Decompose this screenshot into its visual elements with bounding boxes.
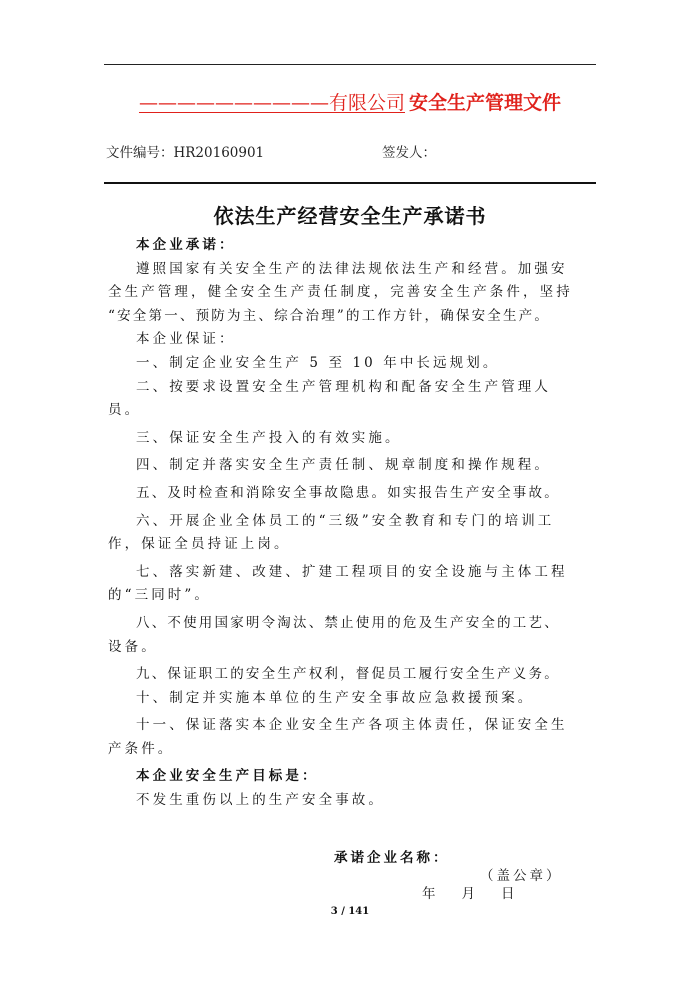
- list-item: 十、制定并实施本单位的生产安全事故应急救援预案。: [136, 689, 535, 706]
- list-item: 九、保证职工的安全生产权利，督促员工履行安全生产义务。: [136, 666, 560, 683]
- paragraph-line: 遵照国家有关安全生产的法律法规依法生产和经营。加强安: [136, 260, 568, 277]
- company-name: ——————————有限公司: [138, 92, 405, 114]
- list-item: 三、保证安全生产投入的有效实施。: [136, 429, 402, 446]
- header-top-rule: [104, 64, 596, 65]
- date-day: 日: [501, 886, 515, 902]
- document-title: 依法生产经营安全生产承诺书: [213, 204, 487, 228]
- paragraph-line: “安全第一、预防为主、综合治理”的工作方针，确保安全生产。: [108, 307, 551, 324]
- signing-org-label: 承诺企业名称：: [334, 850, 450, 866]
- list-item-continued: 作，保证全员持证上岗。: [108, 536, 291, 553]
- list-item-continued: 的“三同时”。: [108, 587, 212, 604]
- section-heading: 本企业承诺：: [136, 237, 236, 253]
- paragraph-line: 全生产管理，健全安全生产责任制度，完善安全生产条件，坚持: [108, 284, 573, 301]
- seal-placeholder: （盖公章）: [480, 868, 563, 884]
- header-divider: [104, 182, 596, 184]
- list-item: 七、落实新建、改建、扩建工程项目的安全设施与主体工程: [136, 563, 568, 580]
- issuer-label: 签发人：: [382, 145, 436, 161]
- list-item: 六、开展企业全体员工的“三级”安全教育和专门的培训工: [136, 512, 555, 529]
- date-year: 年: [422, 886, 436, 902]
- date-month: 月: [461, 886, 475, 902]
- doc-header-title: [0, 88, 700, 115]
- list-item: 二、按要求设置安全生产管理机构和配备安全生产管理人: [136, 378, 551, 395]
- file-number: 文件编号：HR20160901: [106, 145, 265, 161]
- doc-type-label: 安全生产管理文件: [409, 92, 562, 114]
- list-item: 五、及时检查和消除安全事故隐患。如实报告生产安全事故。: [136, 484, 560, 501]
- goal-heading: 本企业安全生产目标是：: [136, 768, 319, 785]
- list-item: 十一、保证落实本企业安全生产各项主体责任，保证安全生: [136, 717, 568, 734]
- list-item: 一、制定企业安全生产 5 至 10 年中长远规划。: [136, 354, 500, 371]
- page-number: 3 / 141: [330, 906, 370, 917]
- commitment-body: [108, 234, 596, 813]
- list-item-continued: 产条件。: [108, 740, 175, 757]
- goal-text: 不发生重伤以上的生产安全事故。: [136, 792, 385, 809]
- section-heading: 本企业保证：: [136, 331, 236, 348]
- list-item-continued: 员。: [108, 402, 142, 419]
- list-item: 八、不使用国家明令淘汰、禁止使用的危及生产安全的工艺、: [136, 614, 560, 631]
- list-item-continued: 设备。: [108, 638, 158, 655]
- list-item: 四、制定并落实安全生产责任制、规章制度和操作规程。: [136, 457, 551, 474]
- signing-date: [422, 882, 541, 902]
